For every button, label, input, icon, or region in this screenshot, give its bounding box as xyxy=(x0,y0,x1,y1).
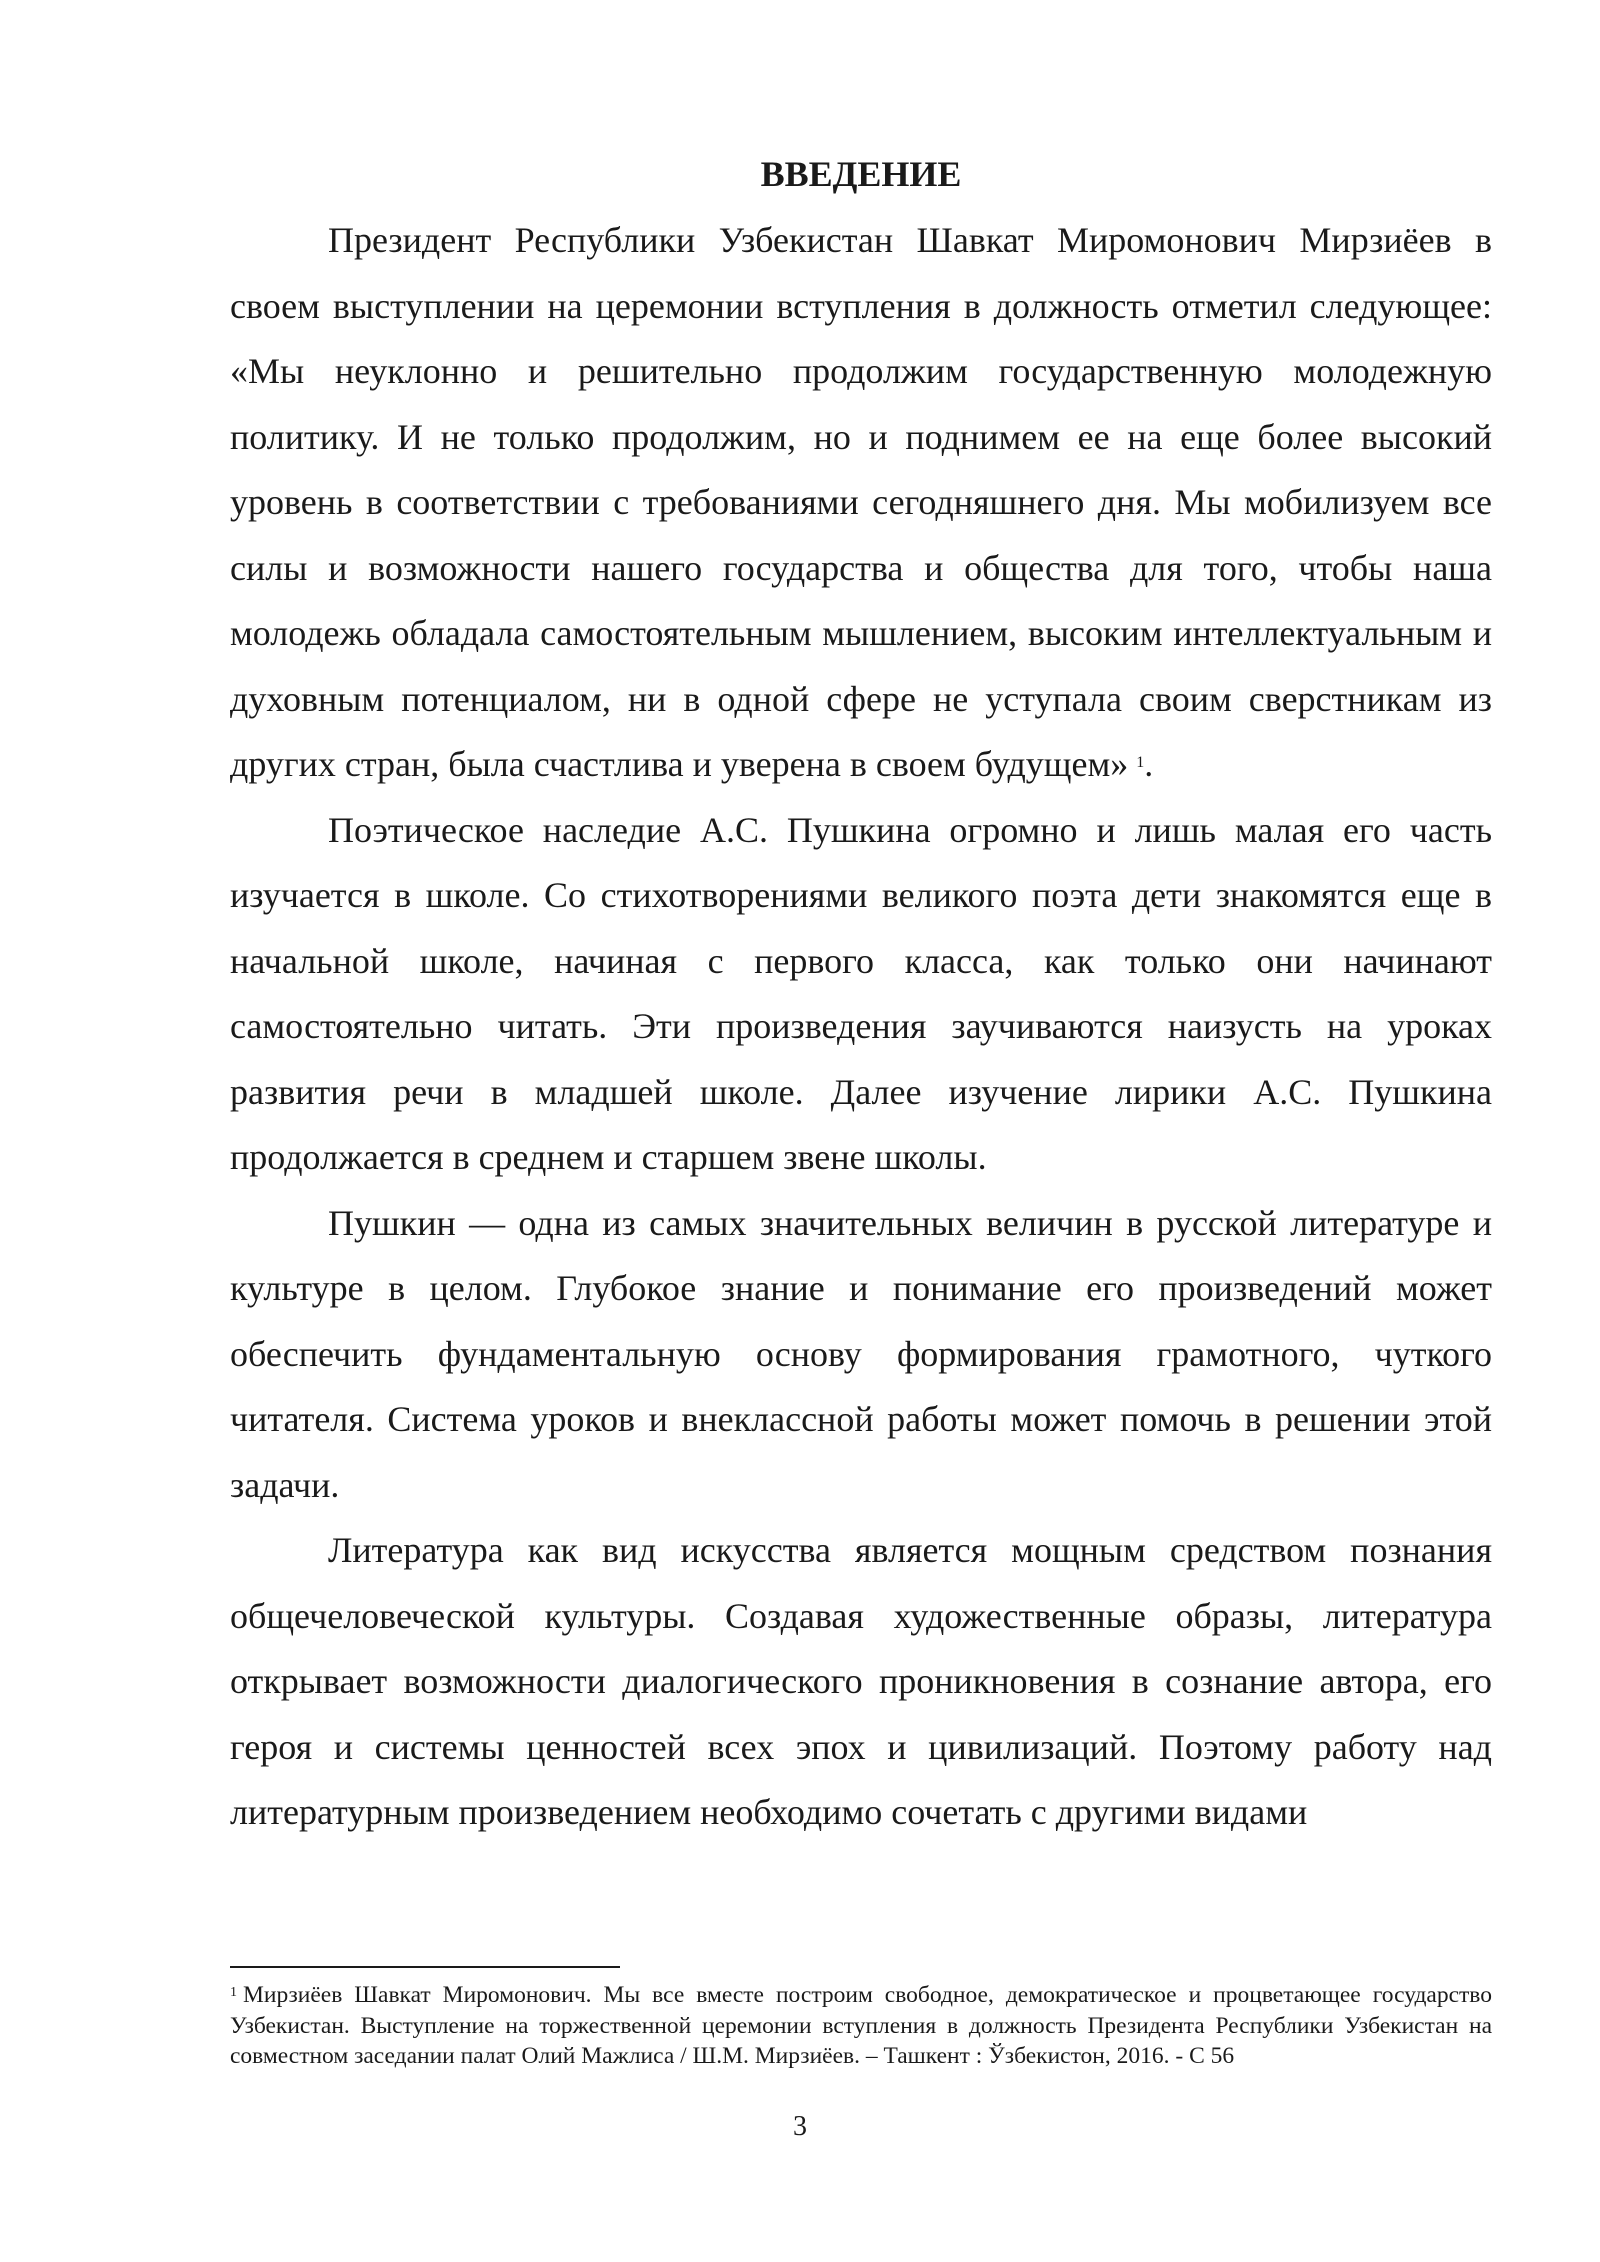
paragraph-1 xyxy=(230,208,1492,798)
footnote xyxy=(230,1980,1492,2072)
paragraph-3: Пушкин — одна из самых значительных величин в русской литературе и культуре в целом. Глубокое знание и понимание его произведений может обеспечить фундаментальную основу формирования грамотного, чуткого читателя. Система уроков и внеклассной работы может помочь в решении этой задачи. xyxy=(230,1202,1492,1505)
footnote-reference[interactable]: 1 xyxy=(1136,754,1145,771)
footnote-text: Мирзиёев Шавкат Миромонович. Мы все вместе построим свободное, демократическое и процветающее государство Узбекистан. Выступление на торжественной церемонии вступления в должность Президента Республики Узбекистан на совместном заседании палат Олий Мажлиса / Ш.М. Мирзиёев. – Ташкент : Ўзбекистон, 2016. - С 56 xyxy=(230,1982,1492,2069)
page-number: 3 xyxy=(793,2111,807,2142)
page-title: ВВЕДЕНИЕ xyxy=(760,154,962,194)
paragraph-1-text: Президент Республики Узбекистан Шавкат Миромонович Мирзиёев в своем выступлении на церемонии вступления в должность отметил следующее: «Мы неуклонно и решительно продолжим государственную молодежную политику. И не только продолжим, но и поднимем ее на еще более высокий уровень в соответствии с требованиями сегодняшнего дня. Мы мобилизуем все силы и возможности нашего государства и общества для того, чтобы наша молодежь обладала самостоятельным мышлением, высоким интеллектуальным и духовным потенциалом, ни в одной сфере не уступала своим сверстникам из других стран, была счастлива и уверена в своем будущем» xyxy=(230,220,1492,784)
paragraph-4: Литература как вид искусства является мощным средством познания общечеловеческой культуры. Создавая художественные образы, литература открывает возможности диалогического проникновения в сознание автора, его героя и системы ценностей всех эпох и цивилизаций. Поэтому работу над литературным произведением необходимо сочетать с другими видами xyxy=(230,1530,1492,1832)
paragraph-2: Поэтическое наследие А.С. Пушкина огромно и лишь малая его часть изучается в школе. Со стихотворениями великого поэта дети знакомятся еще в начальной школе, начиная с первого класса, как только они начинают самостоятельно читать. Эти произведения заучиваются наизусть на уроках развития речи в младшей школе. Далее изучение лирики А.С. Пушкина продолжается в среднем и старшем звене школы. xyxy=(230,809,1492,1177)
footnote-number: 1 xyxy=(230,1985,237,2000)
paragraph-1-end: . xyxy=(1144,744,1154,784)
footnote-separator xyxy=(230,1966,620,1968)
body-text xyxy=(230,208,1492,1846)
